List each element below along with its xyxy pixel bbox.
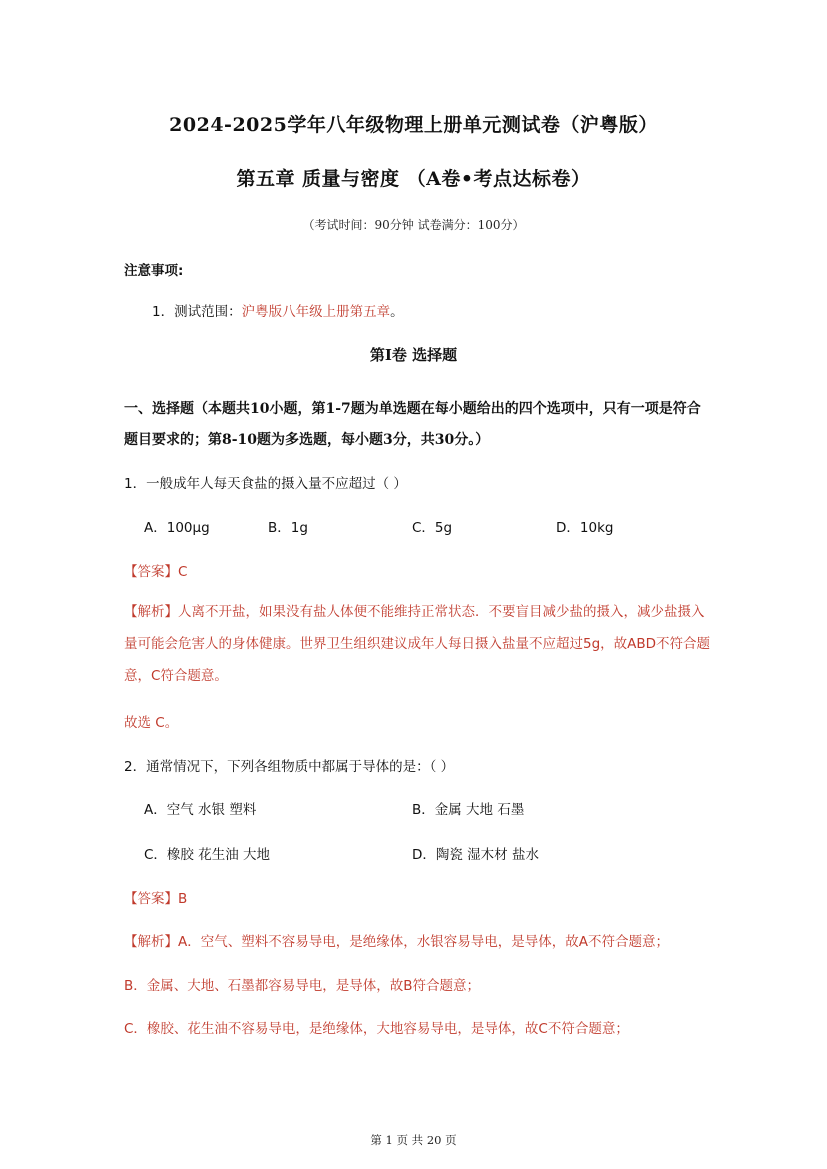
document-title: 2024-2025学年八年级物理上册单元测试卷（沪粤版） bbox=[169, 114, 658, 136]
question-1-option-d: D．10kg bbox=[556, 520, 614, 536]
page-footer: 第 1 页 共 20 页 bbox=[370, 1133, 457, 1147]
notice-heading: 注意事项: bbox=[124, 263, 184, 279]
question-2-stem: 2．通常情况下，下列各组物质中都属于导体的是：（ ） bbox=[124, 759, 455, 775]
question-1-option-c: C．5g bbox=[412, 520, 453, 536]
question-2-answer: 【答案】B bbox=[124, 891, 188, 907]
question-1-option-b: B．1g bbox=[268, 520, 308, 536]
notice-item-suffix: 。 bbox=[390, 304, 404, 320]
chapter-title: 第五章 质量与密度 （A卷•考点达标卷） bbox=[236, 168, 591, 190]
exam-info: （考试时间：90分钟 试卷满分：100分） bbox=[302, 218, 525, 232]
section-title: 第Ⅰ卷 选择题 bbox=[369, 346, 458, 364]
notice-item-prefix: 1．测试范围： bbox=[152, 304, 242, 320]
question-1-option-a: A．100μg bbox=[144, 520, 210, 536]
question-1-conclusion: 故选 C。 bbox=[124, 715, 179, 731]
notice-item-1 bbox=[152, 300, 404, 320]
question-1-stem: 1．一般成年人每天食盐的摄入量不应超过（ ） bbox=[124, 476, 407, 492]
question-2-option-d: D．陶瓷 湿木材 盐水 bbox=[412, 847, 539, 863]
notice-item-range: 沪粤版八年级上册第五章 bbox=[241, 304, 391, 320]
question-2-analysis-a: 【解析】A．空气、塑料不容易导电，是绝缘体，水银容易导电，是导体，故A不符合题意； bbox=[124, 934, 669, 950]
question-2-analysis-c: C．橡胶、花生油不容易导电，是绝缘体，大地容易导电，是导体，故C不符合题意； bbox=[124, 1021, 629, 1037]
question-1-answer: 【答案】C bbox=[124, 564, 188, 580]
question-2-option-b: B．金属 大地 石墨 bbox=[412, 802, 525, 818]
question-1-analysis: 【解析】人离不开盐，如果没有盐人体便不能维持正常状态．不要盲目减少盐的摄入，减少盐摄入量可能会危害人的身体健康。世界卫生组织建议成年人每日摄入盐量不应超过5g，故ABD不符合题意，C符合题意。 bbox=[124, 604, 711, 684]
question-2-option-a: A．空气 水银 塑料 bbox=[144, 802, 257, 818]
question-2-option-c: C．橡胶 花生油 大地 bbox=[144, 847, 271, 863]
section-description: 一、选择题（本题共10小题，第1-7题为单选题在每小题给出的四个选项中，只有一项是符合题目要求的；第8-10题为多选题，每小题3分，共30分。） bbox=[124, 401, 701, 448]
question-2-analysis-b: B．金属、大地、石墨都容易导电，是导体，故B符合题意； bbox=[124, 978, 481, 994]
